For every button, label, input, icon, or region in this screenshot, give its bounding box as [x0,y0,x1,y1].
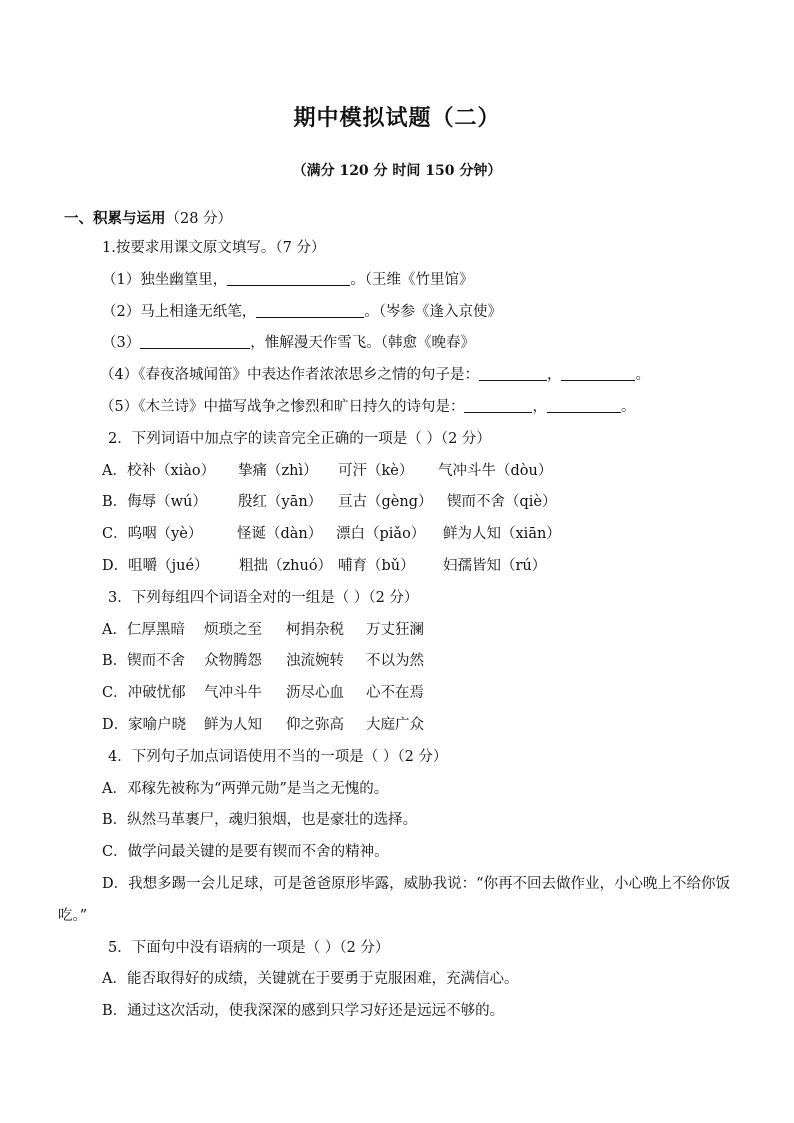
section-title: 一、积累与运用 [64,210,166,227]
answer-blank[interactable] [561,365,635,381]
q2-option-b: B．侮辱（wú） 殷红（yān） 亘古（gèng） 锲而不舍（qiè） [102,494,557,511]
q4-option-c: C．做学问最关键的是要有锲而不舍的精神。 [102,844,389,861]
q4-stem: 4．下列句子加点词语使用不当的一项是（ ）（2 分） [108,748,448,765]
q1-item-1: （1）独坐幽篁里， 。（王维《竹里馆》 [102,271,474,288]
q2-option-d: D．咀嚼（jué） 粗拙（zhuó） 哺育（bǔ） 妇孺皆知（rú） [102,557,547,574]
q4-option-a: A．邓稼先被称为“两弹元勋”是当之无愧的。 [102,780,389,797]
answer-blank[interactable] [140,333,250,349]
q2-option-c: C．呜咽（yè） 怪诞（dàn） 漂白（piǎo） 鲜为人知（xiān） [102,526,561,543]
questions [58,237,731,1032]
answer-blank[interactable] [479,365,547,381]
q3-option-c: C．冲破忧郁 气冲斗牛 沥尽心血 心不在焉 [102,685,424,702]
answer-blank[interactable] [256,302,364,318]
q1-item-5: （5）《木兰诗》中描写战争之惨烈和旷日持久的诗句是： ， 。 [100,398,636,415]
q4-option-d: D．我想多踢一会儿足球，可是爸爸原形毕露，威胁我说：“你再不回去做作业，小心晚上不给你饭 [102,875,731,892]
answer-blank[interactable] [547,397,621,413]
q5-option-a: A．能否取得好的成绩，关键就在于要勇于克服困难，充满信心。 [102,971,519,988]
q4-option-d-cont: 吃。” [58,907,88,924]
answer-blank[interactable] [464,397,532,413]
q2-stem: 2．下列词语中加点字的读音完全正确的一项是（ ）（2 分） [108,430,491,447]
q1-item-3: （3） ，惟解漫天作雪飞。（韩愈《晚春》 [102,335,475,352]
q1-item-2: （2）马上相逢无纸笔， 。（岑参《逢入京使》 [102,303,502,320]
section-heading [64,207,232,228]
section-score: （28 分） [165,211,233,227]
q5-stem: 5．下面句中没有语病的一项是（ ）（2 分） [108,939,390,956]
q3-option-b: B．锲而不舍 众物腾怨 浊流婉转 不以为然 [102,653,424,670]
page-subtitle: （满分 120 分 时间 150 分钟） [292,163,502,179]
q2-option-a: A．校补（xiào） 挚痛（zhì） 可汗（kè） 气冲斗牛（dòu） [102,462,553,479]
answer-blank[interactable] [227,270,350,286]
page-title: 期中模拟试题（二） [293,105,501,131]
q5-option-b: B．通过这次活动，使我深深的感到只学习好还是远远不够的。 [102,1003,505,1020]
q1-stem: 1.按要求用课文原文填写。（7 分） [102,240,326,256]
q4-option-b: B．纵然马革裹尸，魂归狼烟，也是豪壮的选择。 [102,812,418,829]
q3-option-a: A．仁厚黑暗 烦琐之至 柯捐杂税 万丈狂澜 [102,621,424,638]
q3-stem: 3．下列每组四个词语全对的一组是（ ）（2 分） [108,589,419,606]
q1-item-4: （4）《春夜洛城闻笛》中表达作者浓浓思乡之情的句子是： ， 。 [100,367,650,384]
q3-option-d: D．家喻户晓 鲜为人知 仰之弥高 大庭广众 [102,716,424,733]
